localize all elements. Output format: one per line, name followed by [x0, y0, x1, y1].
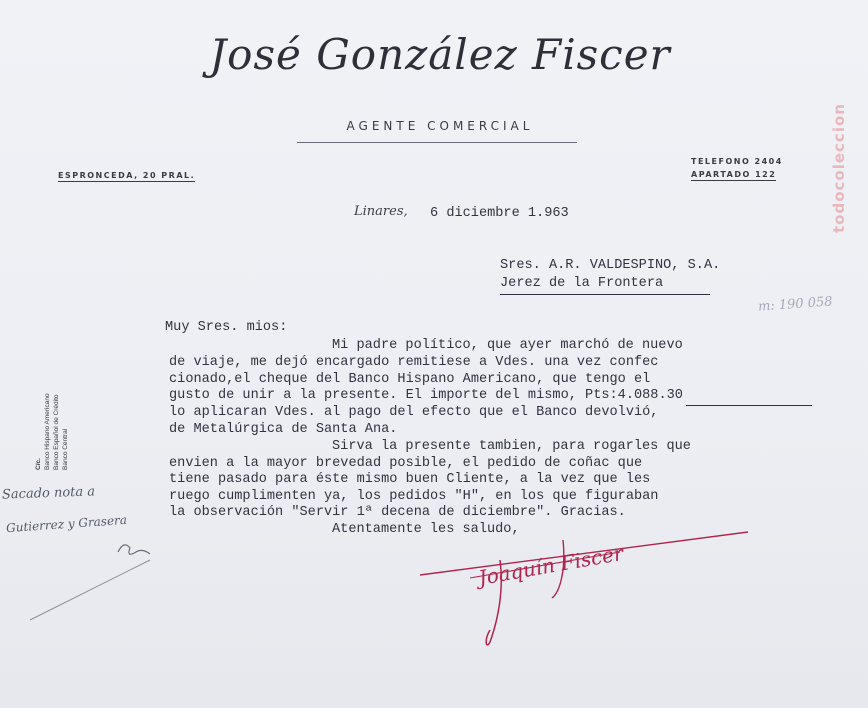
- signature-text: Joaquín Fiscer: [476, 540, 626, 590]
- watermark: todocoleccion: [830, 103, 848, 233]
- body-line: Mi padre político, que ayer marchó de nuevo: [332, 338, 683, 353]
- body-line: tiene pasado para éste mismo buen Cliente, a la vez que les: [169, 472, 651, 487]
- recipient-city: Jerez de la Frontera: [500, 276, 664, 291]
- margin-note-line: Sacado nota a: [1, 484, 96, 503]
- margin-pencil-stroke: [30, 560, 150, 620]
- letterhead-telephone: TELEFONO 2404: [691, 157, 783, 166]
- amount-underline: [686, 405, 812, 406]
- letterhead-subtitle: AGENTE COMERCIAL: [346, 119, 534, 133]
- bank-sidebar-prefix: C/c.: [35, 458, 42, 470]
- body-line: envien a la mayor brevedad posible, el pedido de coñac que: [169, 456, 643, 471]
- body-line: Atentamente les saludo,: [332, 522, 520, 537]
- signature-stroke: [486, 560, 501, 645]
- signature-flourish-line: [420, 532, 748, 575]
- reference-note: m: 190 058: [757, 294, 834, 315]
- bank-line: Banco Hispano Americano: [44, 393, 51, 470]
- body-line: de viaje, me dejó encargado remitiese a Vdes. una vez confec: [169, 355, 659, 370]
- body-line: Sirva la presente tambien, para rogarles que: [332, 439, 691, 454]
- body-line: gusto de unir a la presente. El importe del mismo, Pts:4.088.30: [169, 388, 683, 403]
- letterhead-address: ESPRONCEDA, 20 PRAL.: [58, 171, 196, 180]
- bank-line: Banco Central: [62, 428, 69, 470]
- body-line: la observación "Servir 1ª decena de diciembre". Gracias.: [169, 505, 626, 520]
- bank-sidebar: [34, 300, 74, 470]
- body-line: ruego cumplimenten ya, los pedidos "H", en los que figuraban: [169, 489, 659, 504]
- date: 6 diciembre 1.963: [430, 206, 569, 221]
- recipient-underline: [500, 294, 710, 295]
- signature-stroke: [552, 540, 564, 598]
- subtitle-rule: [297, 142, 577, 143]
- salutation: Muy Sres. mios:: [165, 320, 288, 335]
- bank-line: Banco Español de Crédito: [53, 394, 60, 470]
- body-line: lo aplicaran Vdes. al pago del efecto que el Banco devolvió,: [169, 405, 659, 420]
- margin-note-line: Gutierrez y Grasera: [5, 512, 128, 536]
- body-line: de Metalúrgica de Santa Ana.: [169, 422, 398, 437]
- margin-initials-mark: [118, 545, 150, 554]
- signature-flourish-line: [470, 552, 620, 578]
- recipient-name: Sres. A.R. VALDESPINO, S.A.: [500, 258, 721, 273]
- letterhead-po-box: APARTADO 122: [691, 170, 777, 179]
- letterhead-name: José González Fiscer: [209, 30, 671, 79]
- place: Linares,: [354, 204, 408, 219]
- body-line: cionado,el cheque del Banco Hispano Americano, que tengo el: [169, 372, 651, 387]
